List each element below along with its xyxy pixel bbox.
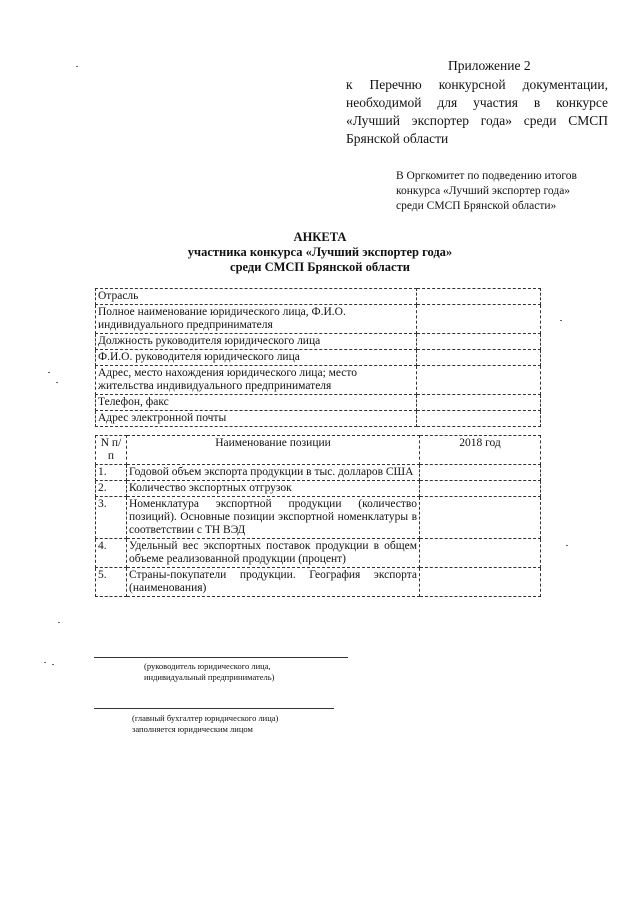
row-label: Ф.И.О. руководителя юридического лица	[96, 350, 417, 366]
row-value-cell[interactable]	[420, 497, 541, 539]
table-row	[96, 305, 541, 334]
row-label: Телефон, факс	[96, 395, 417, 411]
column-header-name: Наименование позиции	[127, 436, 420, 465]
accountant-signature-caption	[132, 713, 278, 735]
row-value-cell[interactable]	[420, 568, 541, 597]
row-number: 4.	[96, 539, 127, 568]
annex-title: Приложение 2	[448, 58, 531, 73]
caption-line: (руководитель юридического лица,	[144, 661, 271, 671]
table-row	[96, 411, 541, 427]
annex-line: к Перечню конкурсной документации,	[346, 77, 608, 92]
export-positions-table	[95, 435, 541, 597]
row-name: Удельный вес экспортных поставок продукции в общем объеме реализованной продукции (процент)	[127, 539, 420, 568]
row-number: 5.	[96, 568, 127, 597]
table-row	[96, 350, 541, 366]
row-number: 3.	[96, 497, 127, 539]
address-line: В Оргкомитет по подведению итогов	[396, 170, 577, 182]
row-label: Полное наименование юридического лица, Ф.И.О. индивидуального предпринимателя	[96, 305, 417, 334]
row-value-cell[interactable]	[417, 411, 541, 427]
scan-speck	[76, 66, 78, 67]
row-name: Количество экспортных отгрузок	[127, 481, 420, 497]
row-number: 2.	[96, 481, 127, 497]
annex-reference	[346, 76, 608, 148]
annex-line: необходимой для участия в конкурсе	[346, 95, 608, 110]
form-subtitle: участника конкурса «Лучший экспортер года»	[187, 245, 453, 259]
row-value-cell[interactable]	[417, 334, 541, 350]
head-signature-line[interactable]	[94, 657, 348, 658]
address-line: среди СМСП Брянской области»	[396, 200, 557, 212]
row-value-cell[interactable]	[420, 465, 541, 481]
row-label: Отрасль	[96, 289, 417, 305]
column-header-number: N п/п	[96, 436, 127, 465]
address-line: конкурса «Лучший экспортер года»	[396, 185, 571, 197]
table-row	[96, 539, 541, 568]
table-row	[96, 568, 541, 597]
caption-line: (главный бухгалтер юридического лица)	[132, 713, 279, 723]
row-value-cell[interactable]	[420, 481, 541, 497]
row-name: Страны-покупатели продукции. География экспорта (наименования)	[127, 568, 420, 597]
scan-speck	[56, 382, 58, 383]
caption-line: индивидуальный предприниматель)	[144, 672, 275, 682]
table-header-row	[96, 436, 541, 465]
row-value-cell[interactable]	[417, 395, 541, 411]
table-row	[96, 497, 541, 539]
row-label: Адрес электронной почты	[96, 411, 417, 427]
row-label: Адрес, место нахождения юридического лица; место жительства индивидуального предпринимателя	[96, 366, 417, 395]
scan-speck	[52, 664, 54, 665]
form-subtitle: среди СМСП Брянской области	[230, 260, 410, 274]
row-label: Должность руководителя юридического лица	[96, 334, 417, 350]
applicant-info-table	[95, 288, 541, 427]
scan-speck	[44, 662, 46, 663]
row-value-cell[interactable]	[417, 366, 541, 395]
row-value-cell[interactable]	[417, 305, 541, 334]
accountant-signature-line[interactable]	[94, 708, 334, 709]
column-header-year: 2018 год	[420, 436, 541, 465]
row-name: Годовой объем экспорта продукции в тыс. долларов США	[127, 465, 420, 481]
table-row	[96, 289, 541, 305]
form-heading	[0, 230, 640, 275]
table-row	[96, 395, 541, 411]
table-row	[96, 366, 541, 395]
scan-speck	[48, 372, 50, 373]
scan-speck	[58, 622, 60, 623]
form-title: АНКЕТА	[293, 230, 347, 244]
scan-speck	[560, 320, 562, 321]
annex-line: Брянской области	[346, 131, 449, 146]
row-value-cell[interactable]	[417, 289, 541, 305]
annex-line: «Лучший экспортер года» среди СМСП	[346, 113, 608, 128]
row-value-cell[interactable]	[420, 539, 541, 568]
caption-line: заполняется юридическим лицом	[132, 724, 253, 734]
row-name: Номенклатура экспортной продукции (количество позиций). Основные позиции экспортной номенклатуры в соответствии с ТН ВЭД	[127, 497, 420, 539]
scan-speck	[566, 545, 568, 546]
table-row	[96, 481, 541, 497]
table-row	[96, 334, 541, 350]
head-signature-caption	[144, 661, 274, 683]
row-value-cell[interactable]	[417, 350, 541, 366]
row-number: 1.	[96, 465, 127, 481]
table-row	[96, 465, 541, 481]
addressee	[396, 169, 596, 214]
